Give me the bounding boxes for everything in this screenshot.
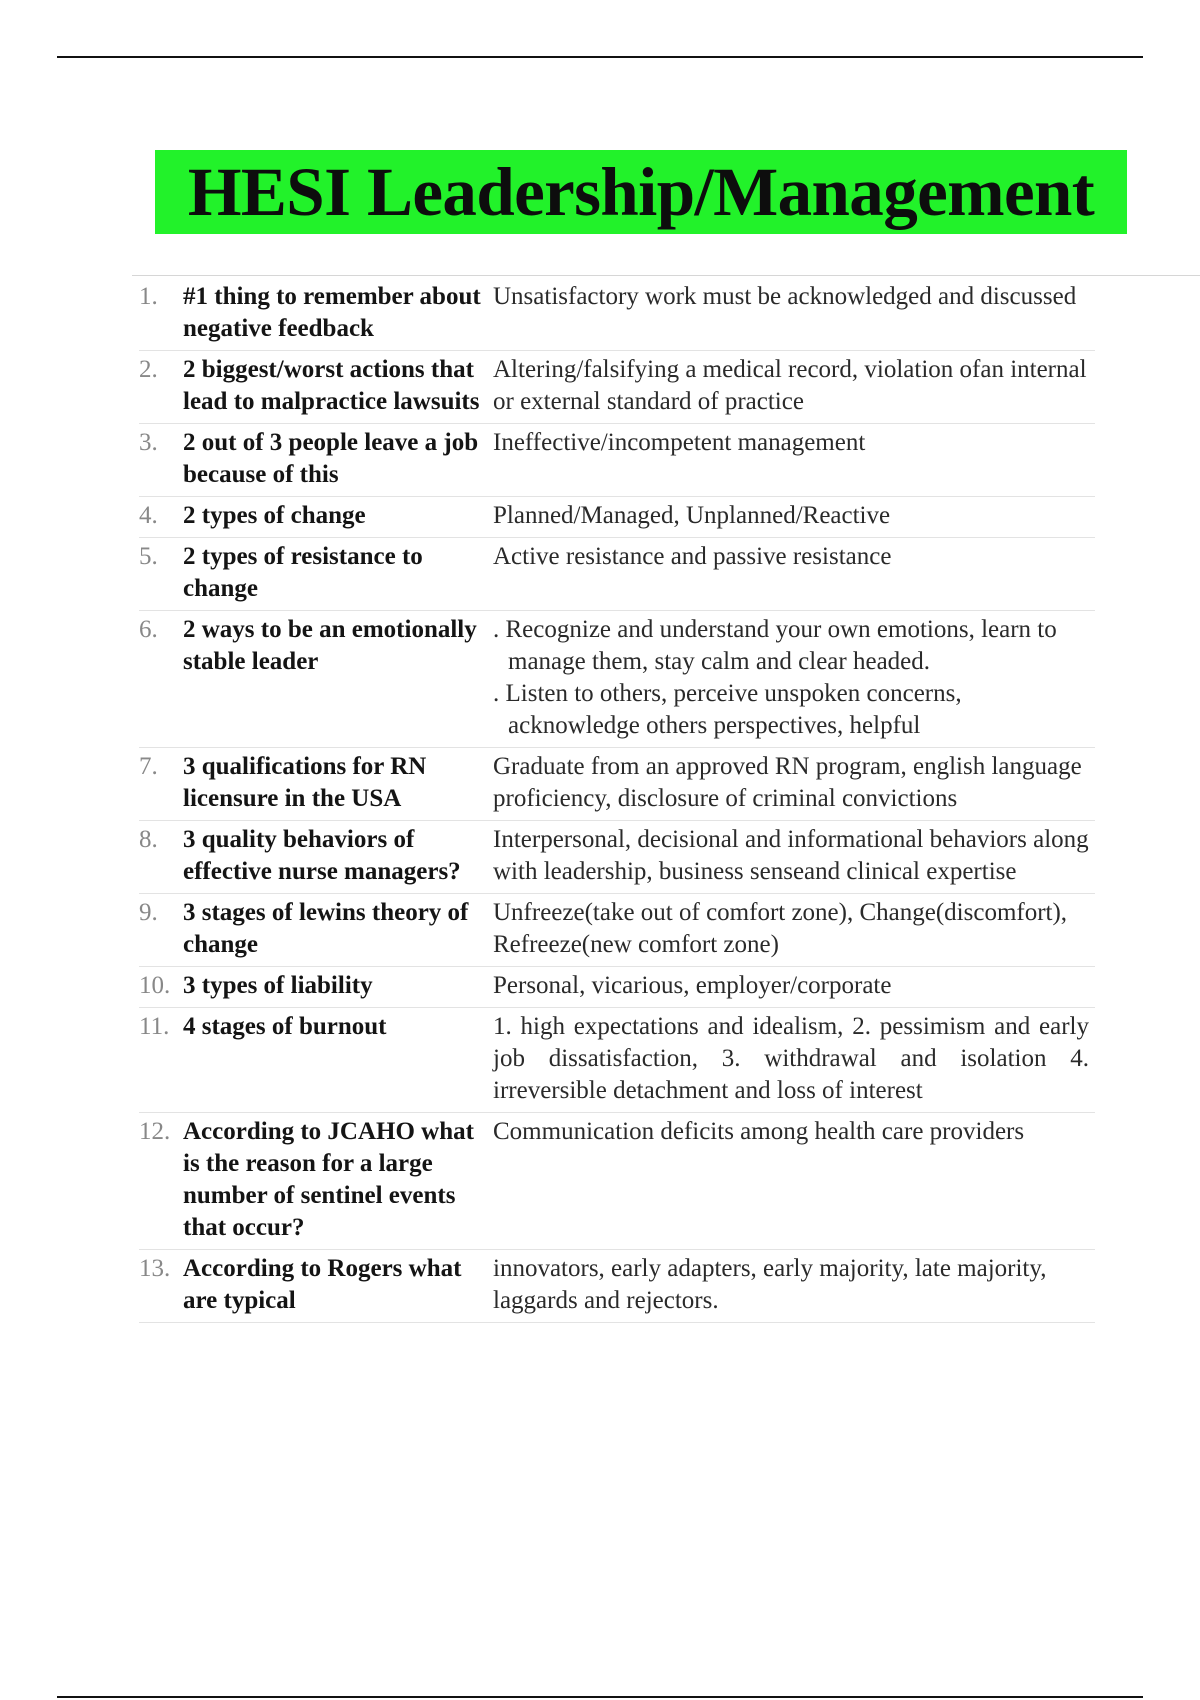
table-row xyxy=(139,351,1095,424)
row-number: 3. xyxy=(139,429,158,456)
row-number: 4. xyxy=(139,502,158,529)
table-row xyxy=(139,538,1095,611)
table-row xyxy=(139,894,1095,967)
definition: 1. high expectations and idealism, 2. pessimism and early job dissatisfaction, 3. withdrawal and isolation 4. irreversible detachment and loss of interest xyxy=(493,1013,1089,1104)
table-row xyxy=(139,278,1095,351)
table-row xyxy=(139,1008,1095,1113)
title-highlight xyxy=(155,150,1127,234)
row-number: 7. xyxy=(139,753,158,780)
definition-point: . Listen to others, perceive unspoken concerns, acknowledge others perspectives, helpful xyxy=(493,680,962,739)
bottom-rule xyxy=(57,1696,1143,1698)
term: 2 out of 3 people leave a job because of this xyxy=(183,429,479,488)
row-number: 2. xyxy=(139,356,158,383)
row-number: 11. xyxy=(139,1013,170,1040)
row-number: 9. xyxy=(139,899,158,926)
header-divider xyxy=(132,275,1200,276)
table-row xyxy=(139,497,1095,538)
definition: Communication deficits among health care providers xyxy=(493,1118,1025,1145)
row-number: 8. xyxy=(139,826,158,853)
term: 2 types of resistance to change xyxy=(183,543,423,602)
top-rule xyxy=(57,56,1143,58)
table-row xyxy=(139,1113,1095,1250)
term: According to JCAHO what is the reason for a large number of sentinel events that occur? xyxy=(183,1118,474,1241)
term: 4 stages of burnout xyxy=(183,1013,387,1040)
term: According to Rogers what are typical xyxy=(183,1255,462,1314)
term: 3 stages of lewins theory of change xyxy=(183,899,469,958)
definition: Active resistance and passive resistance xyxy=(493,543,892,570)
term: 2 ways to be an emotionally stable leader xyxy=(183,616,477,675)
table-row xyxy=(139,611,1095,748)
definition: Ineffective/incompetent management xyxy=(493,429,866,456)
definition: Unfreeze(take out of comfort zone), Change(discomfort), Refreeze(new comfort zone) xyxy=(493,899,1068,958)
definition: Personal, vicarious, employer/corporate xyxy=(493,972,892,999)
row-number: 5. xyxy=(139,543,158,570)
table-row xyxy=(139,821,1095,894)
row-number: 12. xyxy=(139,1118,171,1145)
term: #1 thing to remember about negative feedback xyxy=(183,283,481,342)
definition: innovators, early adapters, early majority, late majority, laggards and rejectors. xyxy=(493,1255,1047,1314)
definition: Unsatisfactory work must be acknowledged and discussed xyxy=(493,283,1077,310)
table-row xyxy=(139,967,1095,1008)
row-number: 6. xyxy=(139,616,158,643)
term: 3 qualifications for RN licensure in the USA xyxy=(183,753,427,812)
term: 3 quality behaviors of effective nurse managers? xyxy=(183,826,461,885)
flashcard-table xyxy=(139,278,1095,1323)
definition-point: . Recognize and understand your own emotions, learn to manage them, stay calm and clear headed. xyxy=(493,616,1057,675)
table-row xyxy=(139,424,1095,497)
term: 2 types of change xyxy=(183,502,366,529)
definition: Graduate from an approved RN program, english language proficiency, disclosure of criminal convictions xyxy=(493,753,1082,812)
row-number: 13. xyxy=(139,1255,171,1282)
definition: Interpersonal, decisional and informational behaviors along with leadership, business senseand clinical expertise xyxy=(493,826,1089,885)
row-number: 1. xyxy=(139,283,158,310)
table-row xyxy=(139,748,1095,821)
term: 3 types of liability xyxy=(183,972,373,999)
definition xyxy=(493,614,1095,742)
definition: Altering/falsifying a medical record, violation ofan internal or external standard of practice xyxy=(493,356,1087,415)
page-title: HESI Leadership/Management xyxy=(187,154,1095,230)
table-row xyxy=(139,1250,1095,1323)
row-number: 10. xyxy=(139,972,171,999)
term: 2 biggest/worst actions that lead to malpractice lawsuits xyxy=(183,356,480,415)
definition: Planned/Managed, Unplanned/Reactive xyxy=(493,502,891,529)
